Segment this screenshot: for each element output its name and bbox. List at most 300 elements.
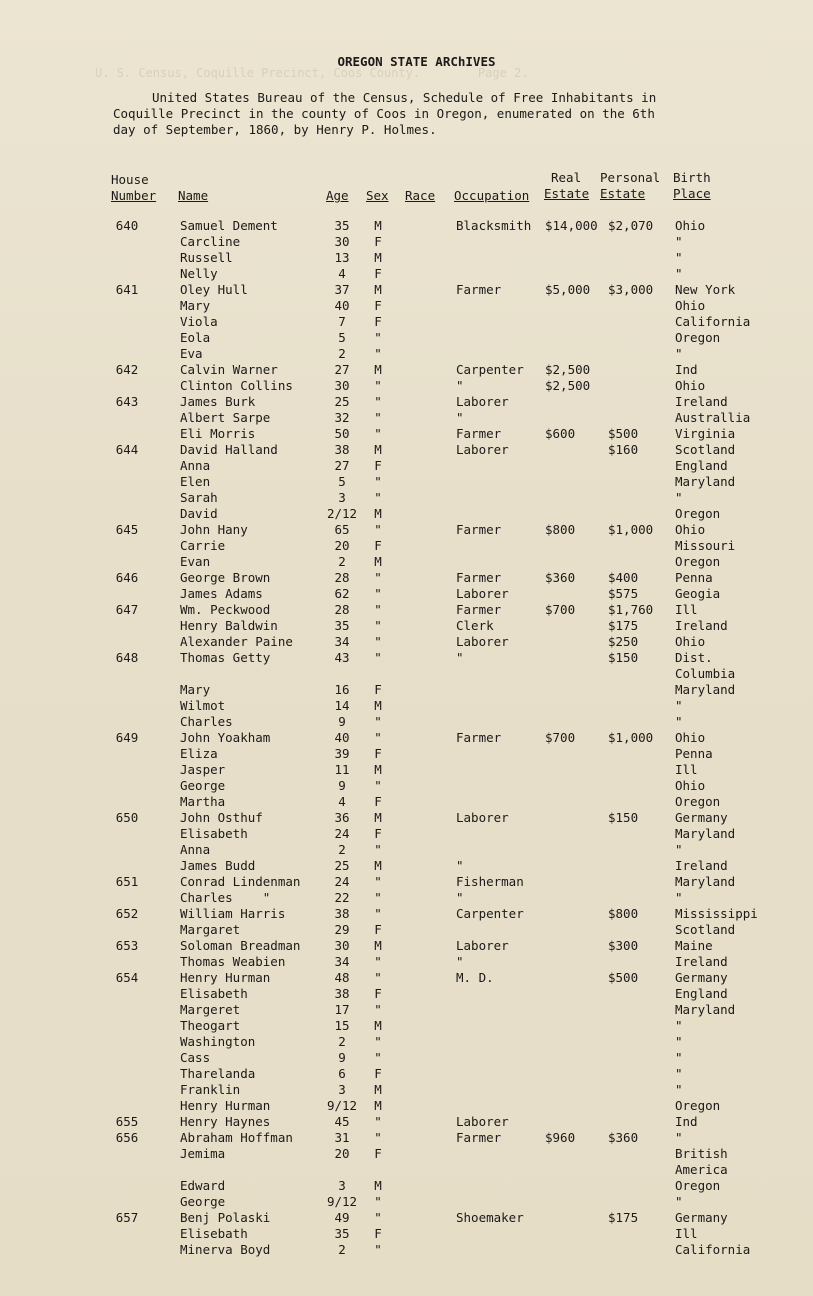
header-personal-2: Estate [600,186,646,201]
house-number-cell: 646 [115,570,139,585]
name-cell: Margaret [180,922,241,937]
sex-cell: F [374,682,382,697]
house-number-cell: 654 [115,970,139,985]
birth-place-cell: America [675,1162,728,1177]
age-cell: 30 [334,378,350,393]
age-cell: 45 [334,1114,350,1129]
name-cell: Russell [180,250,233,265]
header-personal-1: Personal [600,170,661,185]
age-cell: 2 [338,842,346,857]
age-cell: 62 [334,586,350,601]
sex-cell: M [374,282,382,297]
sex-cell: M [374,218,382,233]
sex-cell: " [374,842,382,857]
sex-cell: " [374,1034,382,1049]
occupation-cell: Carpenter [456,362,524,377]
name-cell: Franklin [180,1082,241,1097]
age-cell: 4 [338,794,346,809]
personal-estate-cell: $3,000 [608,282,654,297]
sex-cell: M [374,938,382,953]
sex-cell: M [374,362,382,377]
sex-cell: " [374,490,382,505]
age-cell: 32 [334,410,350,425]
real-estate-cell: $2,500 [545,378,591,393]
occupation-cell: Clerk [456,618,494,633]
name-cell: Viola [180,314,218,329]
birth-place-cell: Oregon [675,1178,721,1193]
house-number-cell: 644 [115,442,139,457]
occupation-cell: Farmer [456,730,502,745]
occupation-cell: Farmer [456,602,502,617]
occupation-cell: Blacksmith [456,218,532,233]
name-cell: Henry Hurman [180,970,271,985]
sex-cell: M [374,1018,382,1033]
real-estate-cell: $2,500 [545,362,591,377]
birth-place-cell: Dist. [675,650,713,665]
sex-cell: " [374,602,382,617]
birth-place-cell: Maryland [675,826,736,841]
header-house-1: House [111,172,149,187]
birth-place-cell: Ohio [675,298,706,313]
name-cell: Eliza [180,746,218,761]
birth-place-cell: Mississippi [675,906,758,921]
birth-place-cell: Oregon [675,330,721,345]
sex-cell: " [374,970,382,985]
age-cell: 65 [334,522,350,537]
sex-cell: F [374,298,382,313]
age-cell: 3 [338,1082,346,1097]
occupation-cell: Laborer [456,938,509,953]
birth-place-cell: " [675,1018,683,1033]
age-cell: 49 [334,1210,350,1225]
header-age: Age [326,188,349,203]
name-cell: George [180,778,226,793]
name-cell: David [180,506,218,521]
name-cell: Martha [180,794,226,809]
real-estate-cell: $960 [545,1130,576,1145]
birth-place-cell: Maine [675,938,713,953]
birth-place-cell: Germany [675,810,728,825]
birth-place-cell: " [675,890,683,905]
age-cell: 2 [338,346,346,361]
name-cell: Henry Haynes [180,1114,271,1129]
sex-cell: " [374,346,382,361]
intro-line-1: United States Bureau of the Census, Schedule of Free Inhabitants in [152,90,657,105]
sex-cell: F [374,826,382,841]
name-cell: Wilmot [180,698,226,713]
real-estate-cell: $700 [545,602,576,617]
birth-place-cell: Penna [675,746,713,761]
age-cell: 17 [334,1002,350,1017]
age-cell: 5 [338,474,346,489]
occupation-cell: " [456,890,464,905]
name-cell: Albert Sarpe [180,410,271,425]
personal-estate-cell: $1,000 [608,522,654,537]
sex-cell: F [374,1146,382,1161]
name-cell: James Budd [180,858,256,873]
age-cell: 50 [334,426,350,441]
occupation-cell: Laborer [456,810,509,825]
sex-cell: " [374,954,382,969]
age-cell: 39 [334,746,350,761]
birth-place-cell: Oregon [675,1098,721,1113]
sex-cell: M [374,554,382,569]
age-cell: 38 [334,906,350,921]
birth-place-cell: Ohio [675,522,706,537]
header-sex: Sex [366,188,389,203]
occupation-cell: " [456,410,464,425]
name-cell: James Adams [180,586,263,601]
sex-cell: M [374,442,382,457]
sex-cell: " [374,522,382,537]
personal-estate-cell: $150 [608,650,639,665]
house-number-cell: 645 [115,522,139,537]
birth-place-cell: Maryland [675,1002,736,1017]
house-number-cell: 650 [115,810,139,825]
occupation-cell: Fisherman [456,874,524,889]
name-cell: Benj Polaski [180,1210,271,1225]
age-cell: 11 [334,762,350,777]
name-cell: Edward [180,1178,226,1193]
birth-place-cell: Ohio [675,730,706,745]
occupation-cell: Farmer [456,1130,502,1145]
real-estate-cell: $700 [545,730,576,745]
age-cell: 36 [334,810,350,825]
name-cell: David Halland [180,442,278,457]
header-house-2: Number [111,188,157,203]
sex-cell: M [374,810,382,825]
sex-cell: " [374,1130,382,1145]
age-cell: 34 [334,634,350,649]
birth-place-cell: England [675,986,728,1001]
birth-place-cell: Geogia [675,586,721,601]
birth-place-cell: California [675,314,751,329]
age-cell: 7 [338,314,346,329]
personal-estate-cell: $575 [608,586,639,601]
occupation-cell: Laborer [456,634,509,649]
sex-cell: " [374,1194,382,1209]
age-cell: 9/12 [326,1098,358,1113]
name-cell: John Osthuf [180,810,263,825]
sex-cell: M [374,698,382,713]
age-cell: 5 [338,330,346,345]
birth-place-cell: " [675,714,683,729]
age-cell: 9/12 [326,1194,358,1209]
birth-place-cell: British [675,1146,728,1161]
real-estate-cell: $800 [545,522,576,537]
sex-cell: " [374,1114,382,1129]
age-cell: 30 [334,234,350,249]
birth-place-cell: Ireland [675,618,728,633]
age-cell: 9 [338,1050,346,1065]
birth-place-cell: Ind [675,362,698,377]
birth-place-cell: Ireland [675,858,728,873]
age-cell: 35 [334,1226,350,1241]
age-cell: 38 [334,442,350,457]
name-cell: Charles [180,714,233,729]
name-cell: John Yoakham [180,730,271,745]
name-cell: Tharelanda [180,1066,256,1081]
intro-line-2: Coquille Precinct in the county of Coos in Oregon, enumerated on the 6th [113,106,655,121]
house-number-cell: 656 [115,1130,139,1145]
name-cell: Sarah [180,490,218,505]
name-cell: Jasper [180,762,226,777]
name-cell: George [180,1194,226,1209]
real-estate-cell: $600 [545,426,576,441]
age-cell: 25 [334,858,350,873]
intro-line-3: day of September, 1860, by Henry P. Holmes. [113,122,437,137]
birth-place-cell: Columbia [675,666,736,681]
age-cell: 28 [334,602,350,617]
age-cell: 9 [338,714,346,729]
occupation-cell: Shoemaker [456,1210,524,1225]
age-cell: 13 [334,250,350,265]
sex-cell: F [374,538,382,553]
sex-cell: F [374,1066,382,1081]
personal-estate-cell: $500 [608,426,639,441]
birth-place-cell: " [675,234,683,249]
age-cell: 27 [334,362,350,377]
personal-estate-cell: $175 [608,1210,639,1225]
birth-place-cell: " [675,1194,683,1209]
age-cell: 14 [334,698,350,713]
sex-cell: " [374,1050,382,1065]
real-estate-cell: $5,000 [545,282,591,297]
birth-place-cell: Maryland [675,682,736,697]
sex-cell: F [374,314,382,329]
name-cell: Henry Baldwin [180,618,278,633]
name-cell: Alexander Paine [180,634,293,649]
age-cell: 24 [334,874,350,889]
name-cell: Calvin Warner [180,362,278,377]
name-cell: Eola [180,330,211,345]
house-number-cell: 652 [115,906,139,921]
age-cell: 3 [338,490,346,505]
house-number-cell: 653 [115,938,139,953]
personal-estate-cell: $500 [608,970,639,985]
birth-place-cell: Ill [675,1226,698,1241]
birth-place-cell: Ireland [675,394,728,409]
personal-estate-cell: $1,760 [608,602,654,617]
age-cell: 4 [338,266,346,281]
name-cell: Abraham Hoffman [180,1130,293,1145]
header-occupation: Occupation [454,188,530,203]
age-cell: 9 [338,778,346,793]
sex-cell: F [374,794,382,809]
birth-place-cell: Ill [675,602,698,617]
sex-cell: M [374,1178,382,1193]
age-cell: 30 [334,938,350,953]
age-cell: 40 [334,730,350,745]
birth-place-cell: Penna [675,570,713,585]
house-number-cell: 648 [115,650,139,665]
birth-place-cell: " [675,1034,683,1049]
header-real-1: Real [551,170,582,185]
header-race: Race [405,188,436,203]
sex-cell: " [374,378,382,393]
name-cell: Mary [180,682,211,697]
name-cell: Wm. Peckwood [180,602,271,617]
birth-place-cell: " [675,1082,683,1097]
name-cell: Charles " [180,890,271,905]
name-cell: Elen [180,474,211,489]
name-cell: Carrie [180,538,226,553]
birth-place-cell: Missouri [675,538,736,553]
sex-cell: M [374,762,382,777]
sex-cell: " [374,714,382,729]
age-cell: 31 [334,1130,350,1145]
age-cell: 16 [334,682,350,697]
sex-cell: " [374,650,382,665]
sex-cell: " [374,890,382,905]
birth-place-cell: Ohio [675,634,706,649]
birth-place-cell: Ohio [675,378,706,393]
age-cell: 24 [334,826,350,841]
personal-estate-cell: $800 [608,906,639,921]
name-cell: Clinton Collins [180,378,293,393]
name-cell: Anna [180,458,211,473]
name-cell: Washington [180,1034,256,1049]
birth-place-cell: England [675,458,728,473]
occupation-cell: Laborer [456,1114,509,1129]
sex-cell: " [374,474,382,489]
sex-cell: " [374,906,382,921]
personal-estate-cell: $1,000 [608,730,654,745]
occupation-cell: Farmer [456,570,502,585]
house-number-cell: 647 [115,602,139,617]
birth-place-cell: Ireland [675,954,728,969]
personal-estate-cell: $400 [608,570,639,585]
birth-place-cell: " [675,698,683,713]
birth-place-cell: " [675,1066,683,1081]
personal-estate-cell: $160 [608,442,639,457]
occupation-cell: Laborer [456,586,509,601]
archive-title: OREGON STATE ARChIVES [337,54,496,69]
name-cell: John Hany [180,522,248,537]
sex-cell: " [374,426,382,441]
age-cell: 20 [334,538,350,553]
house-number-cell: 649 [115,730,139,745]
name-cell: Margeret [180,1002,241,1017]
birth-place-cell: Ind [675,1114,698,1129]
name-cell: Soloman Breadman [180,938,301,953]
sex-cell: " [374,394,382,409]
house-number-cell: 643 [115,394,139,409]
sex-cell: " [374,1002,382,1017]
birth-place-cell: Ohio [675,218,706,233]
birth-place-cell: Virginia [675,426,736,441]
name-cell: Elisabeth [180,986,248,1001]
birth-place-cell: " [675,266,683,281]
birth-place-cell: Maryland [675,474,736,489]
age-cell: 35 [334,618,350,633]
occupation-cell: " [456,378,464,393]
sex-cell: M [374,1098,382,1113]
occupation-cell: " [456,650,464,665]
house-number-cell: 640 [115,218,139,233]
sex-cell: F [374,458,382,473]
personal-estate-cell: $2,070 [608,218,654,233]
sex-cell: F [374,922,382,937]
sex-cell: " [374,634,382,649]
sex-cell: F [374,1226,382,1241]
birth-place-cell: " [675,490,683,505]
name-cell: Thomas Getty [180,650,271,665]
age-cell: 40 [334,298,350,313]
sex-cell: M [374,506,382,521]
house-number-cell: 642 [115,362,139,377]
occupation-cell: Carpenter [456,906,524,921]
name-cell: William Harris [180,906,286,921]
birth-place-cell: " [675,842,683,857]
name-cell: Elisabeth [180,826,248,841]
birth-place-cell: " [675,346,683,361]
sex-cell: M [374,1082,382,1097]
personal-estate-cell: $250 [608,634,639,649]
age-cell: 48 [334,970,350,985]
birth-place-cell: Ohio [675,778,706,793]
name-cell: Eva [180,346,203,361]
occupation-cell: Farmer [456,426,502,441]
sex-cell: " [374,1210,382,1225]
age-cell: 22 [334,890,350,905]
occupation-cell: M. D. [456,970,494,985]
sex-cell: F [374,746,382,761]
sex-cell: M [374,858,382,873]
sex-cell: F [374,986,382,1001]
birth-place-cell: " [675,250,683,265]
birth-place-cell: Australlia [675,410,751,425]
name-cell: George Brown [180,570,271,585]
name-cell: Elisebath [180,1226,248,1241]
personal-estate-cell: $150 [608,810,639,825]
birth-place-cell: California [675,1242,751,1257]
sex-cell: " [374,570,382,585]
occupation-cell: Laborer [456,394,509,409]
header-birth-1: Birth [673,170,711,185]
sex-cell: " [374,1242,382,1257]
birth-place-cell: Scotland [675,442,736,457]
personal-estate-cell: $175 [608,618,639,633]
sex-cell: " [374,410,382,425]
personal-estate-cell: $360 [608,1130,639,1145]
sex-cell: F [374,266,382,281]
age-cell: 43 [334,650,350,665]
age-cell: 35 [334,218,350,233]
birth-place-cell: New York [675,282,736,297]
name-cell: Eli Morris [180,426,256,441]
birth-place-cell: Oregon [675,554,721,569]
header-name: Name [178,188,209,203]
name-cell: Anna [180,842,211,857]
age-cell: 25 [334,394,350,409]
house-number-cell: 641 [115,282,139,297]
birth-place-cell: " [675,1130,683,1145]
age-cell: 28 [334,570,350,585]
occupation-cell: " [456,858,464,873]
name-cell: Henry Hurman [180,1098,271,1113]
age-cell: 37 [334,282,350,297]
birth-place-cell: Germany [675,970,728,985]
age-cell: 6 [338,1066,346,1081]
bleed-through-text: U. S. Census, Coquille Precinct, Coos County. Page 2. [95,66,529,80]
age-cell: 38 [334,986,350,1001]
sex-cell: " [374,778,382,793]
name-cell: Minerva Boyd [180,1242,271,1257]
name-cell: Mary [180,298,211,313]
sex-cell: " [374,618,382,633]
occupation-cell: Farmer [456,282,502,297]
